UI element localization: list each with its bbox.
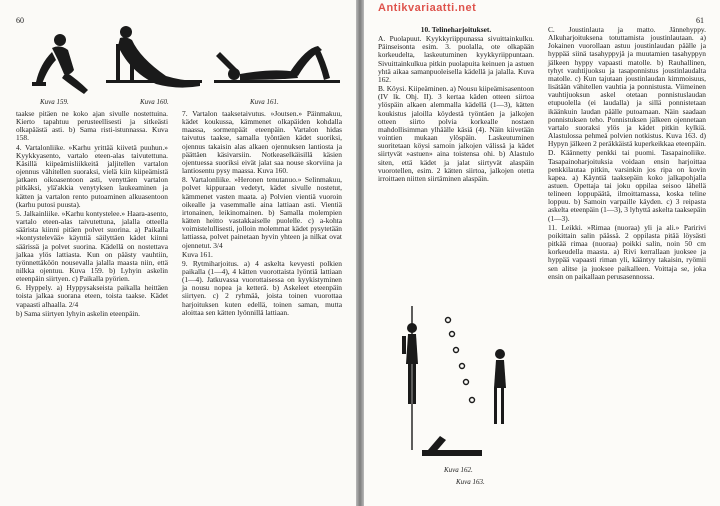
paragraph: 7. Vartalon taaksetaivutus. »Joutsen.» Päinmakuu, kädet koukussa, kämmenet olkapäiden kohdalla maassa, sormenpäät eteenpäin. Vartalon hidas taivutus taakse, samalla työntäen kädet suoriksi, ojennus takaisin alas alkaen ojennuksen lantiosta ja päättäen käsivarsiin. Notkeaselkäisillä käsien ojentuessa suoriksi eivät jalat saa nouse skorviina ja lantiosentu pysy maassa. Kuva 160. (182, 109, 342, 176)
page-number-left: 60 (16, 16, 24, 25)
paragraph: 5. Jalkainliike. »Karhu kontystelee.» Haara-asento, vartalo eteen-alas taivutettuna, jalalla otteella säärista kiinni pitäen polvet suorina. a) Paikalla »kontystelevää» käyntiä säilyttäen kädet kiinni säärissä ja polvet suorina. Kädellä on nostettava jalkaa ylös lattiasta. Kun on päästy vauhtiin, työnnettäköön nousevalla jalalla maasta niin, että nilkka ojentuu. Kuva 159. b) Lyhyin askelin eteenpäin siirtyen. c) Paikalla pyörien. (16, 208, 168, 284)
left-page-column-1 (16, 110, 168, 319)
paragraph: taakse pitäen ne koko ajan sivulle nostettuina. Kierto tapahtuu perusteellisesti ja sitkeästi olkapäästä asti. b) Sama risti-istunnassa. Kuva 158. (16, 109, 168, 143)
figure-160-illustration (96, 24, 206, 96)
paragraph: B. Köysi. Kiipeäminen. a) Nousu kiipeämisasentoon (IV lk. Ohj. II). 3 kertaa käden otteen siirtoa ylöspäin alkaen alemmalla kädellä (1—3), kätten koukistus jaloilla köydestä työntäen ja jalkojen otteen siirto polvia korkealle nostaen mahdollisimman ylhäälle käsiä (4). Näin kiivetään vointien mukaan ylöspäin. Laskeutuminen suoritetaan köysi samoin jalkojen välissä ja kädet siirtyvät »astuen» aina toistensa ohi. b) Alastulo siten, että kädet ja jalat siirtyvät alaspäin vuorotellen, esim. 2 kätten siirtoa, jalkojen otetta irroittaen niitten siirtäminen alaspäin. (378, 84, 534, 183)
paragraph: C. Joustinlauta ja matto. Jännehyppy. Alkuharjoituksena totuttamista joustinlautaan. a) Jokainen vuorollaan astuu joustinlaudan päälle ja hyppää siinä tasahyppyjä ja muutamien tasahyppyn jälkeen hyppy vapaasti matolle. b) Rauhallinen, tyhyt vauhtijuoksu ja tasaponnistus joustinlaudalta matolle. c) Kun tajutaan joustinlaudan kimmoisuus, lisätään vähitellen vauhtia ja ponnistusta. Viimeinen vauhtijuoksun askel otetaan ponnistuslaudan etupuolella (ei laudalla) ja sillä ponnistetaan ikäänkuin laudan päälle putoamaan. Näin saadaan ponnistuksen teho. Ponnistuksen jälkeen ojennetaan vartalo suoraksi ylös ja kädet pitkin kylkiä. Alastulossa pehmeä polvien notkistus. Kuva 163. d) Hypyn jälkeen 2 peräkkäistä kuperkeikkaa eteenpäin. (548, 25, 707, 149)
paragraph: D. Käännetty penkki tai puomi. Tasapainoliike. Tasapainoharjoituksia voidaan ensin harjoittaa penkkilautaa pitkin, varsinkin jos ripa on kovin kapea. a) Käyntiä taaksepäin koko jalkapohjalla astuen. Opettaja tai joku oppilaa seisoo lähellä telineen loppupäätä, ilmoittamassa, koska teline loppuu. b) Samoin varpaille käyden. c) 3 reipasta askelta eteenpäin (1—3), 3 lyhyttä askelta taaksepäin (1—3). (548, 148, 706, 223)
left-page (0, 0, 356, 506)
caption-kuva-161: Kuva 161. (250, 98, 279, 106)
caption-kuva-163: Kuva 163. (456, 478, 485, 486)
paragraph: 11. Leikki. »Rimaa (nuoraa) yli ja ali.» Paririvi poikittain salin päässä. 2 oppilasta pitää löysästi pitkää rimaa (nuoraa) poikki salin, noin 50 cm korkeudella maasta. a) Rivi kerrallaan juoksee ja hyppää vapaasti riman yli, kääntyy takaisin, ryömii sen alitse ja juoksee paikalleen. Voittaja se, joka ensin on paikallaan perusasennossa. (548, 222, 706, 281)
page-number-right: 61 (696, 16, 704, 25)
caption-kuva-162: Kuva 162. (444, 466, 473, 474)
caption-kuva-160: Kuva 160. (140, 98, 169, 106)
watermark: Antikvariaatti.net (378, 2, 477, 14)
paragraph: Kuva 161. (182, 249, 213, 259)
left-page-column-2 (182, 110, 342, 318)
paragraph: A. Puolapuut. Kyykkyriippunassa sivuittainkulku. Päinseisonta esim. 3. puolalla, ote olkapään korkeudelta, laskeutuminen kyykkyriippuntaan. Sivuittainkulkua pitkin puolapuita keinuen ja astuen yhtä aikaa samanpuoleisella kädellä ja jalalla. Kuva 162. (378, 34, 534, 84)
figure-159-illustration (22, 30, 102, 100)
caption-kuva-159: Kuva 159. (40, 98, 69, 106)
section-heading: 10. Telineharjoitukset. (420, 25, 492, 34)
right-page (364, 0, 720, 506)
book-gutter (356, 0, 364, 506)
paragraph: 8. Vartalonliike. »Heronen tenutanuo.» Selinmakuu, polvet kippuraan vedetyt, kädet sivulle nostetut, kämmenet vasten maata. a) Polvien vientiä vuoroin oikealle ja vasemmalle aina lattiaan asti. Vientiä irtonainen, leikinomainen. b) Samalla molempien kätten heitto vastakkaiselle puolelle. c) a-kohta voimistelullisesti, jolloin molemmat kädet pysytetään lattiassa, polvet painetaan hyvin yhteen ja nilkat ovat ojennetut. 3/4 (182, 175, 342, 250)
figure-161-illustration (214, 34, 344, 94)
right-page-column-1 (378, 26, 534, 184)
paragraph: 9. Rytmiharjoitus. a) 4 askelta kevyesti polkien paikalla (1—4), 4 kätten vuorottaista lyöntiä lattiaan (1—4). Jatkuvassa vuorottaisessa on kyykistyminen ja nousu nopea ja ketterä. b) Askeleet eteenpäin siirtyen. c) 2 ryhmää, joista toinen vuorottaa harjoituksen kuten edellä, toinen saman, mutta aloittaa sen kätten lyönnillä lattiaan. (182, 258, 342, 317)
paragraph: 4. Vartalonliike. »Karhu yrittää kiivetä puuhun.» Kyykkyasento, vartalo eteen-alas taivutettuna. Käsillä kiipeämisliikkeitä jaljitellen vartalon ojennus vähitellen suoraksi, vielä kiin kiipeämistä jatkaen oikoasentoon asti, venyttäen vartalon pitkäksi, ylä'akkia venytyksen laukeaminen ja kätten ja vartalon rento putoaminen alkuasentoon (karhu putosi puusta). (16, 142, 168, 209)
paragraph: b) Sama siirtyen lyhyin askelin eteenpäin. (16, 308, 140, 318)
right-page-column-2 (548, 26, 706, 282)
paragraph: 6. Hyppely. a) Hyppysakseista paikalla heittäen toista jalkaa suorana eteen, toista taakse. Kädet vapaasti alhaalla. 2/4 (16, 283, 168, 309)
figure-162-163-illustration (382, 300, 532, 490)
